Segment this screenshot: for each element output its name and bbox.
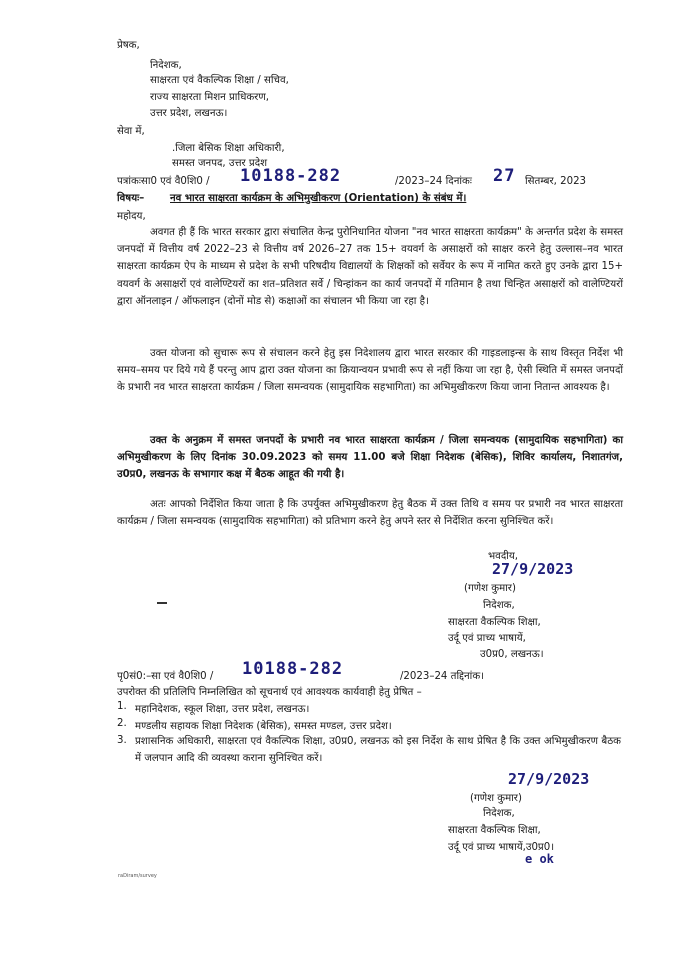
- signature-date: 27/9/2023: [492, 560, 574, 578]
- signatory-line: निदेशक,: [483, 808, 515, 819]
- sender-line: उत्तर प्रदेश, लखनऊ।: [150, 108, 228, 119]
- endorsement-suffix: /2023–24 तद्दिनांक।: [400, 671, 485, 682]
- recipient-label: सेवा में,: [117, 126, 145, 137]
- signatory-name: (गणेश कुमार): [470, 793, 522, 804]
- letter-ref-mid: /2023–24 दिनांकः: [395, 176, 472, 187]
- subject-label: विषयः–: [117, 193, 145, 204]
- endorsement-prefix: पृ0सं0:–सा एवं वै0शि0 /: [117, 671, 214, 682]
- margin-mark: [157, 602, 167, 604]
- body-paragraph-4: अतः आपको निर्देशित किया जाता है कि उपर्युक्त अभिमुखीकरण हेतु बैठक में उक्त तिथि व समय पर प्रभारी नव भारत साक्षरता कार्यक्रम / जिला समन्वयक (सामुदायिक सहभागिता) को प्रतिभाग करने हेतु अपने स्तर से निर्देशित करना सुनिश्चित करें।: [117, 499, 623, 528]
- sender-line: निदेशक,: [150, 60, 182, 71]
- letter-ref-prefix: पत्रांकःसा0 एवं वै0शि0 /: [117, 176, 210, 187]
- copy-list-item: मण्डलीय सहायक शिक्षा निदेशक (बेसिक), समस्त मण्डल, उत्तर प्रदेश।: [135, 721, 392, 732]
- signatory-line: उ0प्र0, लखनऊ।: [480, 649, 544, 660]
- footer-code: raDiram/survey: [118, 873, 157, 879]
- recipient-line: समस्त जनपद, उत्तर प्रदेश: [172, 158, 268, 169]
- sender-line: साक्षरता एवं वैकल्पिक शिक्षा / सचिव,: [150, 75, 289, 86]
- signatory-line: उर्दू एवं प्राच्य भाषायें,: [448, 633, 526, 644]
- letter-ref-suffix: सितम्बर, 2023: [525, 176, 587, 187]
- signatory-line: उर्दू एवं प्राच्य भाषायें,उ0प्र0।: [448, 842, 555, 853]
- signatory-line: साक्षरता वैकल्पिक शिक्षा,: [448, 617, 541, 628]
- body-paragraph-1: अवगत ही हैं कि भारत सरकार द्वारा संचालित केन्द्र पुरोनिधानित योजना "नव भारत साक्षरता कार्यक्रम" के अन्तर्गत प्रदेश के समस्त जनपदों में वित्तीय वर्ष 2022–23 से वित्तीय वर्ष 2026–27 तक 15+ वयवर्ग के असाक्षरों को साक्षर करने हेतु उल्लास–नव भारत साक्षरता कार्यक्रम ऐप के माध्यम से प्रदेश के सभी परिषदीय विद्यालयों के शिक्षकों को सर्वेयर के रूप में नामित करते हुए उनके द्वारा 15+ वयवर्ग के असाक्षरों एवं वालेण्टियरों का शत–प्रतिशत सर्वे / चिन्हांकन का कार्य जनपदों में गतिमान है तथा चिन्हित असाक्षरों को वालेण्टियरों द्वारा ऑनलाइन / ऑफलाइन (दोनों मोड से) कक्षाओं का संचालन भी किया जा रहा है।: [117, 227, 623, 307]
- endorsement-intro: उपरोक्त की प्रतिलिपि निम्नलिखित को सूचनार्थ एवं आवश्यक कार्यवाही हेतु प्रेषित –: [117, 687, 422, 698]
- initials-mark: e ok: [525, 852, 554, 866]
- copy-list-number: 2.: [117, 718, 127, 729]
- copy-list-number: 1.: [117, 701, 127, 712]
- copy-list-number: 3.: [117, 735, 127, 746]
- body-paragraph-2: उक्त योजना को सुचारू रूप से संचालन करने हेतु इस निदेशालय द्वारा भारत सरकार की गाइडलाइन्स के साथ विस्तृत निर्देश भी समय–समय पर दिये गये हैं परन्तु आप द्वारा उक्त योजना का क्रियान्वयन प्रभावी रूप से नहीं किया जा रहा है, ऐसी स्थिति में समस्त जनपदों के प्रभारी नव भारत साक्षरता कार्यक्रम / जिला समन्वयक (सामुदायिक सहभागिता) का अभिमुखीकरण किया जाना नितान्त आवश्यक है।: [117, 348, 623, 394]
- sender-label: प्रेषक,: [117, 40, 140, 51]
- letter-ref-number: 10188-282: [240, 166, 342, 186]
- subject-text: नव भारत साक्षरता कार्यक्रम के अभिमुखीकरण (Orientation) के संबंध में।: [170, 193, 467, 204]
- signatory-name: (गणेश कुमार): [464, 583, 516, 594]
- endorsement-number: 10188-282: [242, 659, 344, 679]
- letter-ref-day: 27: [493, 166, 516, 186]
- signatory-line: साक्षरता वैकल्पिक शिक्षा,: [448, 825, 541, 836]
- copy-list-item: महानिदेशक, स्कूल शिक्षा, उत्तर प्रदेश, लखनऊ।: [135, 704, 310, 715]
- recipient-line: .जिला बेसिक शिक्षा अधिकारी,: [172, 143, 285, 154]
- copy-list-item: प्रशासनिक अधिकारी, साक्षरता एवं वैकल्पिक शिक्षा, उ0प्र0, लखनऊ को इस निर्देश के साथ प्रेषित है कि उक्त अभिमुखीकरण बैठक में जलपान आदि की व्यवस्था कराना सुनिश्चित करें।: [135, 736, 621, 765]
- signature-date: 27/9/2023: [508, 770, 590, 788]
- body-paragraph-3: उक्त के अनुक्रम में समस्त जनपदों के प्रभारी नव भारत साक्षरता कार्यक्रम / जिला समन्वयक (सामुदायिक सहभागिता) का अभिमुखीकरण के लिए दिनांक 30.09.2023 को समय 11.00 बजे शिक्षा निदेशक (बेसिक), शिविर कार्यालय, निशातगंज, उ0प्र0, लखनऊ के सभागार कक्ष में बैठक आहूत की गयी है।: [117, 435, 623, 481]
- signatory-line: निदेशक,: [483, 600, 515, 611]
- salutation: महोदय,: [117, 211, 146, 222]
- valediction: भवदीय,: [488, 551, 519, 562]
- sender-line: राज्य साक्षरता मिशन प्राधिकरण,: [150, 92, 269, 103]
